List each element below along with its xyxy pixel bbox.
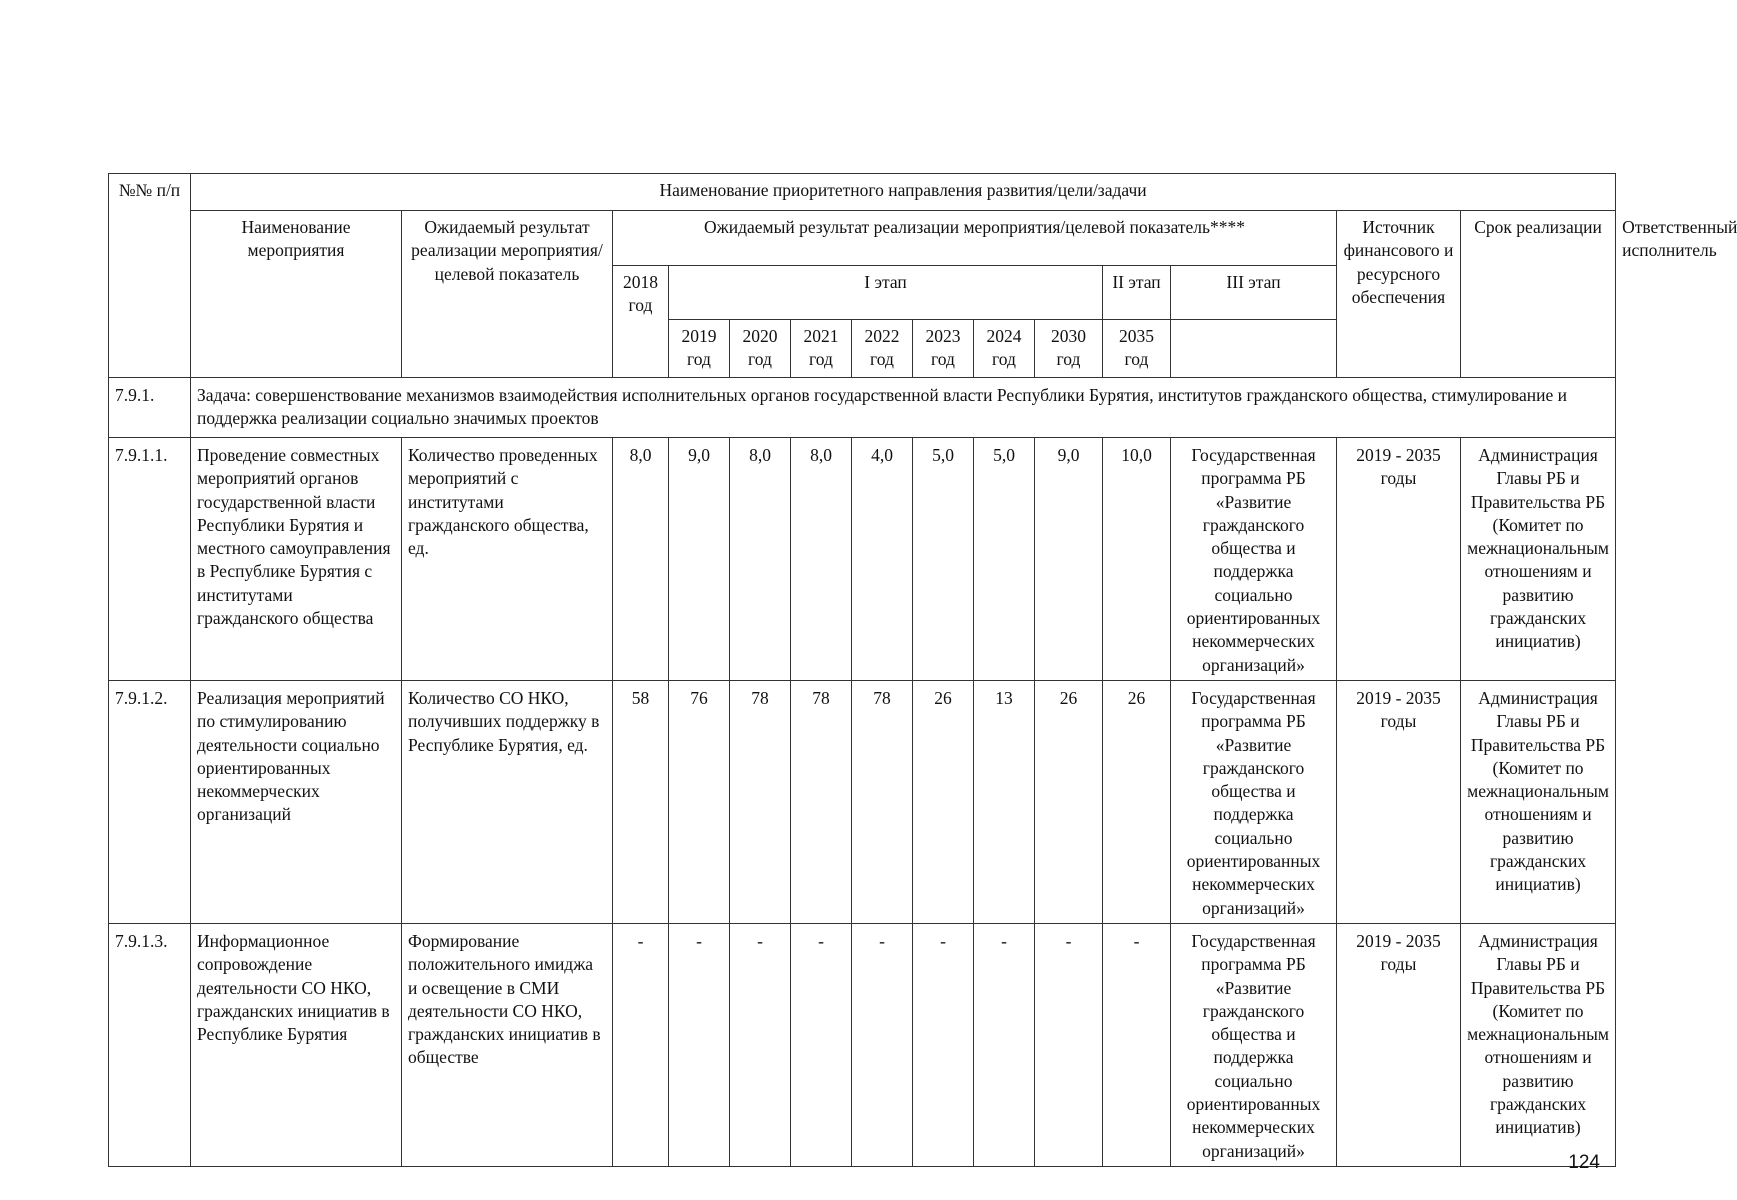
header-event-name: Наименование мероприятия — [191, 211, 402, 378]
row-number: 7.9.1.2. — [109, 680, 191, 923]
page-number: 124 — [1568, 1152, 1600, 1173]
value-2018: 58 — [613, 680, 669, 923]
funding-source: Государственная программа РБ «Развитие гражданского общества и поддержка социально ориентированных некоммерческих организаций» — [1171, 680, 1337, 923]
value-2024: 5,0 — [974, 438, 1035, 681]
header-year: 2020 год — [730, 320, 791, 378]
task-text: Задача: совершенствование механизмов взаимодействия исполнительных органов государственной власти Республики Бурятия, институтов гражданского общества, стимулирование и поддержка реализации социально значимых проектов — [191, 378, 1616, 438]
value-2019: - — [669, 923, 730, 1166]
value-2020: 8,0 — [730, 438, 791, 681]
term: 2019 - 2035 годы — [1337, 680, 1461, 923]
header-year: 2030 год — [1035, 320, 1103, 378]
value-2022: 78 — [852, 680, 913, 923]
value-2023: - — [913, 923, 974, 1166]
responsible: Администрация Главы РБ и Правительства РБ (Комитет по межнациональным отношениям и развитию гражданских инициатив) — [1461, 923, 1616, 1166]
value-2030: - — [1035, 923, 1103, 1166]
header-year: 2019 год — [669, 320, 730, 378]
event-name: Информационное сопровождение деятельности СО НКО, гражданских инициатив в Республике Бурятия — [191, 923, 402, 1166]
header-number: №№ п/п — [109, 174, 191, 378]
funding-source: Государственная программа РБ «Развитие гражданского общества и поддержка социально ориентированных некоммерческих организаций» — [1171, 438, 1337, 681]
value-2018: 8,0 — [613, 438, 669, 681]
value-2018: - — [613, 923, 669, 1166]
value-2021: 8,0 — [791, 438, 852, 681]
value-2035: - — [1103, 923, 1171, 1166]
header-stage-1: I этап — [669, 266, 1103, 320]
responsible: Администрация Главы РБ и Правительства РБ (Комитет по межнациональным отношениям и развитию гражданских инициатив) — [1461, 438, 1616, 681]
value-2024: - — [974, 923, 1035, 1166]
value-2024: 13 — [974, 680, 1035, 923]
header-term: Срок реализации — [1461, 211, 1616, 378]
table-row — [109, 680, 1616, 923]
header-year: 2024 год — [974, 320, 1035, 378]
value-2035: 26 — [1103, 680, 1171, 923]
header-year: 2035 год — [1103, 320, 1171, 378]
program-table: №№ п/п Наименование приоритетного направления развития/цели/задачи Наименование мероприятия Ожидаемый результат реализации мероприятия/целевой показатель Ожидаемый результат реализации мероприятия/целевой показатель**** Источник финансового и ресурсного обеспечения Срок реализации Ответственный исполнитель 2018 год I этап II этап III этап 2019 год 2020 год 2021 год 2022 год 2023 год 2024 год 2030 год 2035 год 7.9.1. Задача: совершенствование механизмов взаимодействия исполнительных органов государственной власти Республики Бурятия, институтов гражданского общества, стимулирование и поддержка реализации социально значимых проектов 7.9.1.1. Проведение совместных мероприятий органов государственной власти Республики Бурятия и местного самоуправления в Республике Бурятия с институтами гражданского общества Количество проведенных мероприятий с институтами гражданского общества, ед. 8,0 9,0 8,0 8,0 4,0 5,0 5,0 9,0 10,0 Государственная программа РБ «Развитие гражданского общества и поддержка социально ориентированных некоммерческих организаций» 2019 - 2035 годы Администрация Главы РБ и Правительства РБ (Комитет по межнациональным отношениям и развитию гражданских инициатив) 7.9.1.2. Реализация мероприятий по стимулированию деятельности социально ориентированных некоммерческих организаций Количество СО НКО, получивших поддержку в Республике Бурятия, ед. 58 76 78 78 78 26 13 26 26 Государственная программа РБ «Развитие гражданского общества и поддержка социально ориентированных некоммерческих организаций» 2019 - 2035 годы Администрация Главы РБ и Правительства РБ (Комитет по межнациональным отношениям и развитию гражданских инициатив) 7.9.1.3. Информационное сопровождение деятельности СО НКО, гражданских инициатив в Республике Бурятия Формирование положительного имиджа и освещение в СМИ деятельности СО НКО, гражданских инициатив в обществе - - - - - - - - - Государственная программа РБ «Развитие гражданского общества и поддержка социально ориентированных некоммерческих организаций» 2019 - 2035 годы Администрация Главы РБ и Правительства РБ (Комитет по межнациональным отношениям и развитию гражданских инициатив) — [108, 173, 1616, 1167]
value-2019: 76 — [669, 680, 730, 923]
header-year-2018: 2018 год — [613, 266, 669, 378]
value-2030: 26 — [1035, 680, 1103, 923]
value-2022: - — [852, 923, 913, 1166]
expected-result: Количество проведенных мероприятий с институтами гражданского общества, ед. — [402, 438, 613, 681]
row-number: 7.9.1.3. — [109, 923, 191, 1166]
header-expected-result: Ожидаемый результат реализации мероприятия/целевой показатель — [402, 211, 613, 378]
term: 2019 - 2035 годы — [1337, 923, 1461, 1166]
header-title: Наименование приоритетного направления развития/цели/задачи — [191, 174, 1616, 211]
value-2020: - — [730, 923, 791, 1166]
value-2022: 4,0 — [852, 438, 913, 681]
row-number: 7.9.1.1. — [109, 438, 191, 681]
value-2021: 78 — [791, 680, 852, 923]
responsible: Администрация Главы РБ и Правительства РБ (Комитет по межнациональным отношениям и развитию гражданских инициатив) — [1461, 680, 1616, 923]
event-name: Проведение совместных мероприятий органов государственной власти Республики Бурятия и местного самоуправления в Республике Бурятия с институтами гражданского общества — [191, 438, 402, 681]
header-source: Источник финансового и ресурсного обеспечения — [1337, 211, 1461, 378]
header-year: 2023 год — [913, 320, 974, 378]
value-2023: 5,0 — [913, 438, 974, 681]
event-name: Реализация мероприятий по стимулированию деятельности социально ориентированных некоммерческих организаций — [191, 680, 402, 923]
value-2035: 10,0 — [1103, 438, 1171, 681]
value-2021: - — [791, 923, 852, 1166]
table-row — [109, 438, 1616, 681]
expected-result: Формирование положительного имиджа и освещение в СМИ деятельности СО НКО, гражданских инициатив в обществе — [402, 923, 613, 1166]
header-stage-3: III этап — [1171, 266, 1337, 320]
table-row — [109, 923, 1616, 1166]
value-2019: 9,0 — [669, 438, 730, 681]
value-2020: 78 — [730, 680, 791, 923]
value-2023: 26 — [913, 680, 974, 923]
expected-result: Количество СО НКО, получивших поддержку в Республике Бурятия, ед. — [402, 680, 613, 923]
header-expected-result-values: Ожидаемый результат реализации мероприятия/целевой показатель**** — [613, 211, 1337, 266]
funding-source: Государственная программа РБ «Развитие гражданского общества и поддержка социально ориентированных некоммерческих организаций» — [1171, 923, 1337, 1166]
header-stage-2: II этап — [1103, 266, 1171, 320]
header-year: 2022 год — [852, 320, 913, 378]
value-2030: 9,0 — [1035, 438, 1103, 681]
term: 2019 - 2035 годы — [1337, 438, 1461, 681]
header-year: 2021 год — [791, 320, 852, 378]
task-number: 7.9.1. — [109, 378, 191, 438]
